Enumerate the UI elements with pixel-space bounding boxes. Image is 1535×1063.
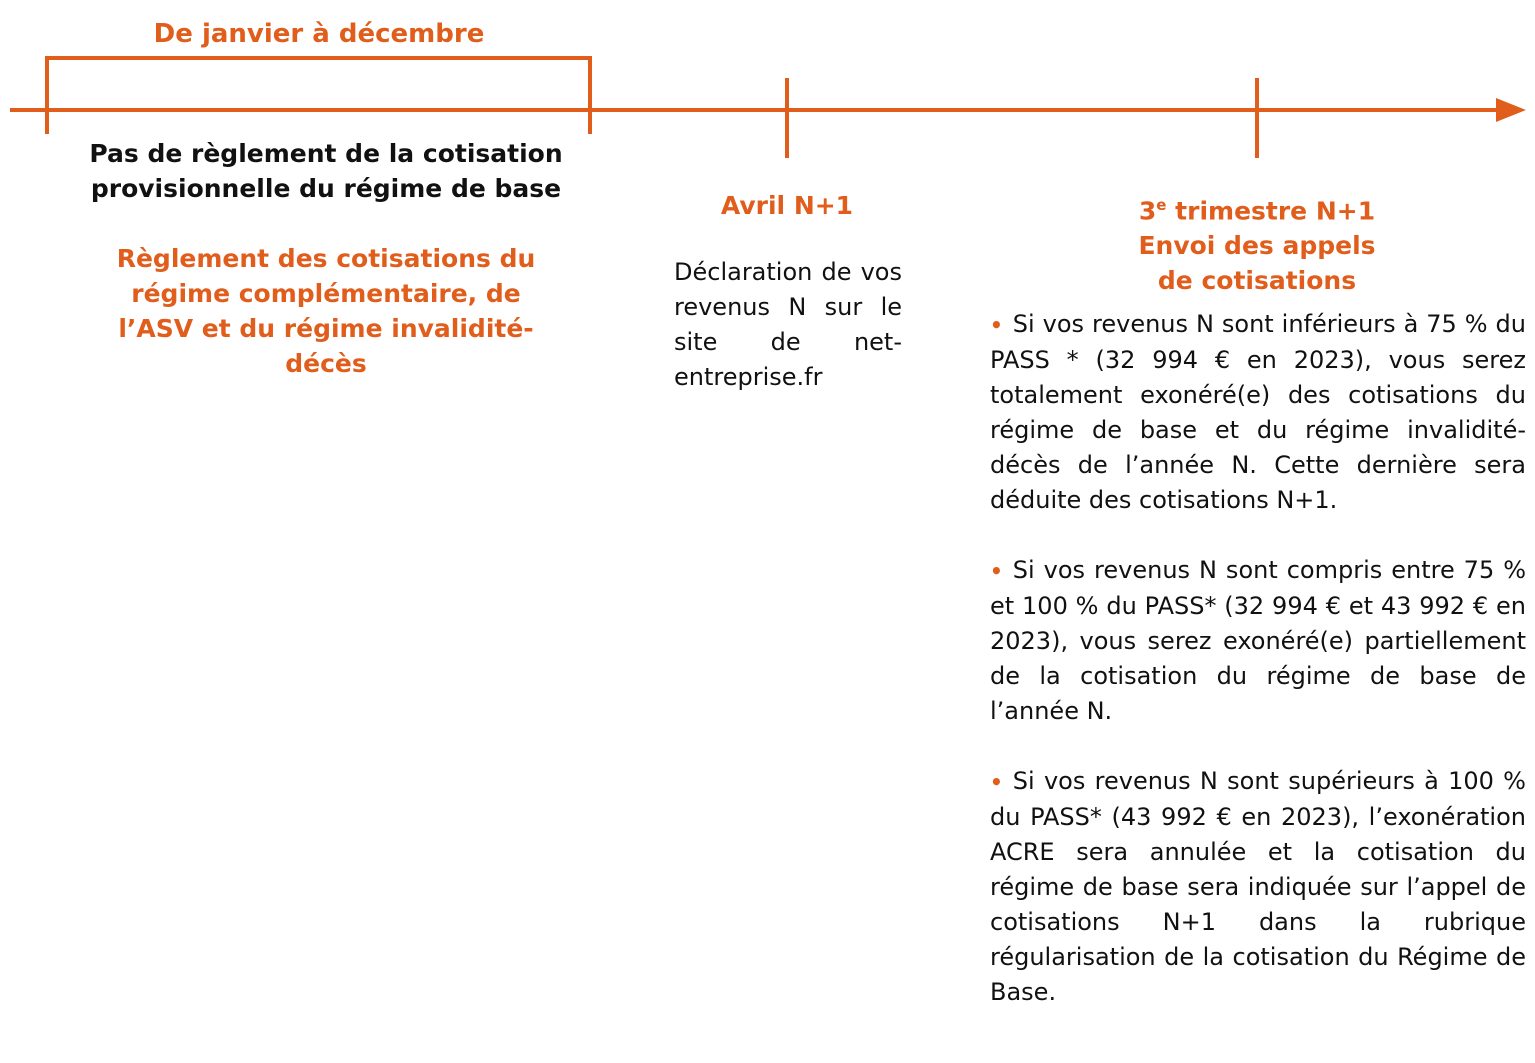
q3-title-line3: de cotisations — [1157, 266, 1357, 296]
condition-text: Si vos revenus N sont supérieurs à 100 % du PASS* (43 992 € en 2023), l’exonération ACRE sera annulée et la cotisation du régime de base sera indiquée sur l’appel de cotisations N+1 dans la rubrique régularisation de la cotisation du Régime de Base. — [990, 767, 1526, 1006]
condition-item-above-100 — [990, 764, 1526, 1010]
q3-title-number: 3 — [1138, 196, 1157, 226]
q3-title-rest: trimestre N+1 — [1166, 196, 1376, 226]
q3-title-line1 — [1086, 188, 1428, 228]
condition-item-between-75-100 — [990, 553, 1526, 729]
q3-title — [1086, 188, 1428, 298]
bullet-icon: • — [990, 770, 1003, 794]
timeline-arrowhead — [1496, 98, 1526, 122]
condition-item-below-75 — [990, 307, 1526, 518]
conditions-list — [990, 307, 1526, 1045]
bullet-icon: • — [990, 559, 1003, 583]
april-title: Avril N+1 — [720, 191, 854, 220]
period-payment-text: Règlement des cotisations du régime complémentaire, de l’ASV et du régime invalidité-décès — [116, 244, 536, 378]
condition-text: Si vos revenus N sont inférieurs à 75 % du PASS * (32 994 € en 2023), vous serez totalement exonéré(e) des cotisations du régime de base et du régime invalidité-décès de l’année N. Cette dernière sera déduite des cotisations N+1. — [990, 310, 1526, 514]
period-title: De janvier à décembre — [153, 19, 485, 49]
april-declaration-text: Déclaration de vos revenus N sur le site de net-entreprise.fr — [674, 258, 902, 391]
bullet-icon: • — [990, 313, 1003, 337]
q3-title-sup: e — [1156, 196, 1167, 214]
q3-title-line2: Envoi des appels — [1138, 231, 1376, 261]
period-bracket — [47, 58, 590, 134]
condition-text: Si vos revenus N sont compris entre 75 % et 100 % du PASS* (32 994 € et 43 992 € en 2023), vous serez exonéré(e) partiellement de la cotisation du régime de base de l’année N. — [990, 556, 1526, 725]
period-no-payment-text: Pas de règlement de la cotisation provisionnelle du régime de base — [89, 139, 563, 203]
